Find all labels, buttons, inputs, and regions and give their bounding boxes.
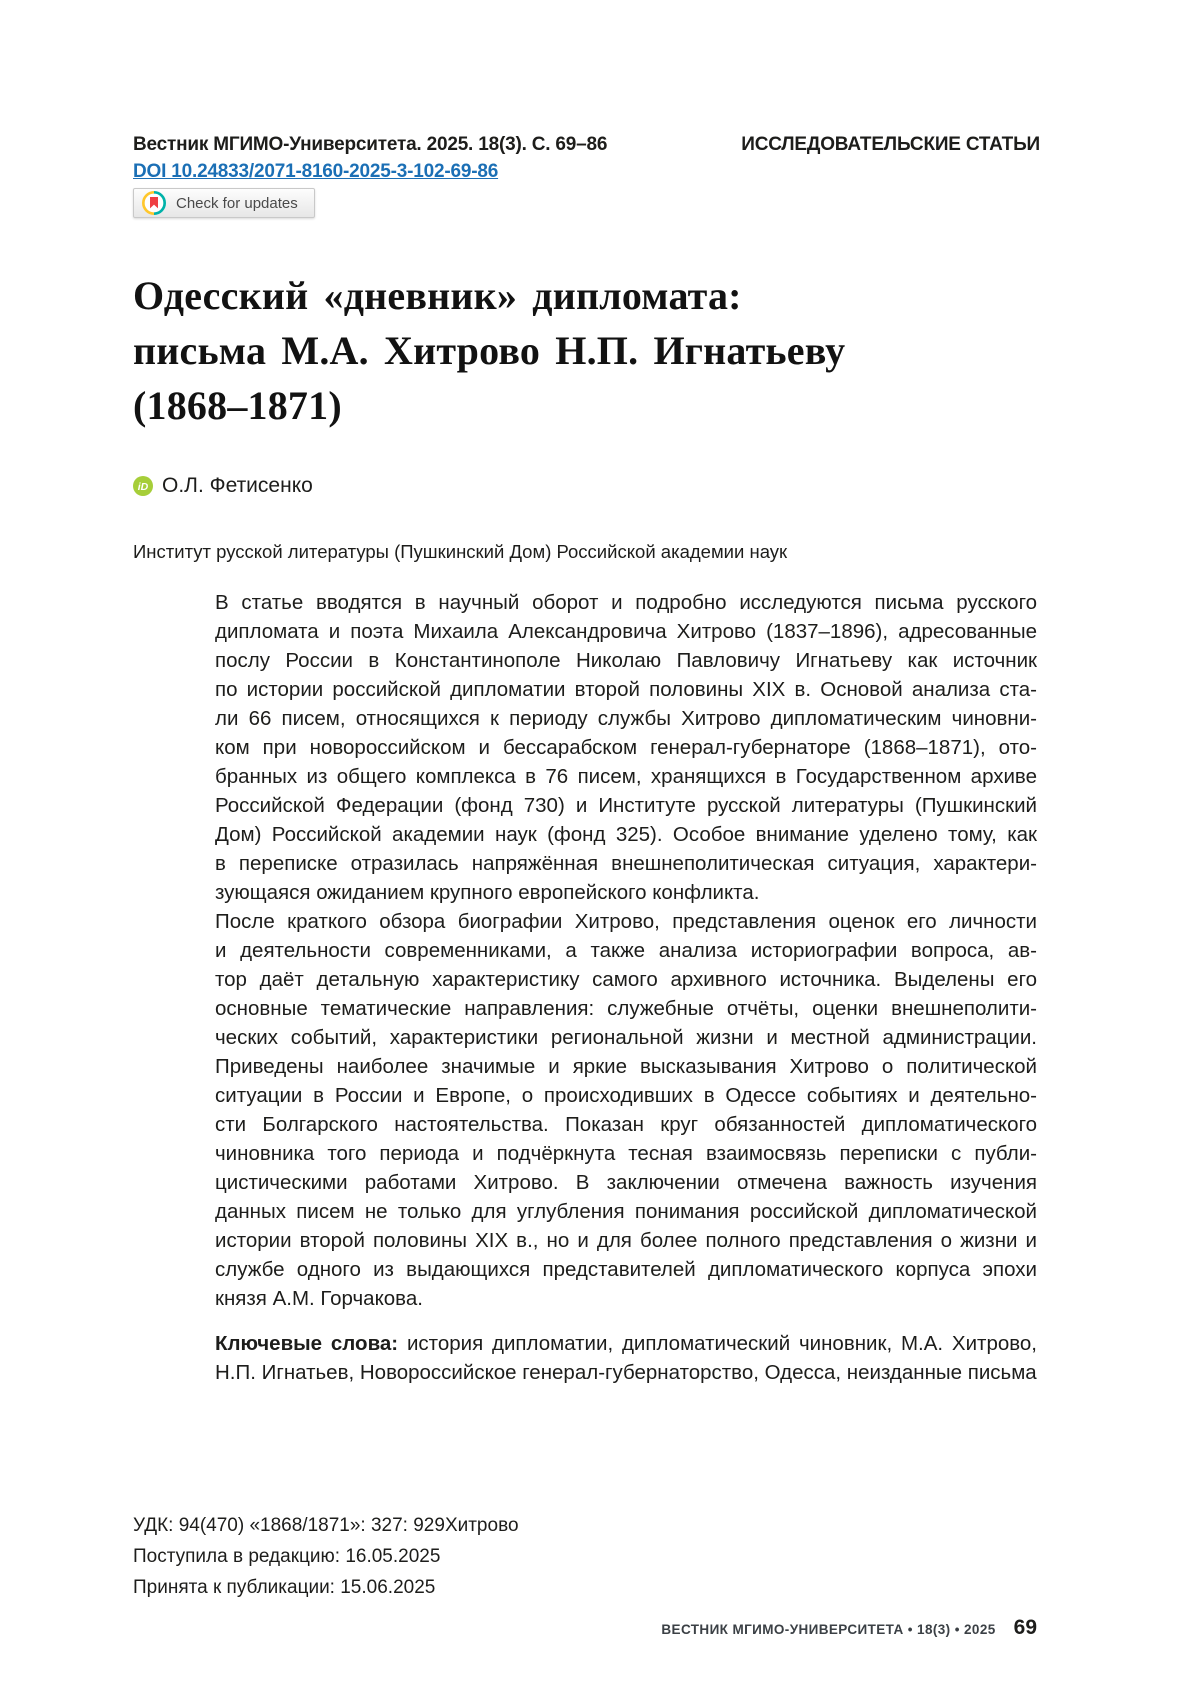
title-line-1: Одесский «дневник» дипломата: <box>133 273 742 318</box>
text-line: Приведены наиболее значимые и яркие высказывания Хитрово о политической <box>215 1055 1037 1078</box>
doi-link[interactable]: DOI 10.24833/2071-8160-2025-3-102-69-86 <box>133 161 499 182</box>
author-affiliation: Институт русской литературы (Пушкинский Дом) Российской академии наук <box>133 541 788 562</box>
text-line: Дом) Российской академии наук (фонд 325). Особое внимание уделено тому, как <box>215 823 1037 846</box>
text-line: ческих событий, характеристики региональной жизни и местной администрации. <box>215 1026 1037 1049</box>
received-line: Поступила в редакцию: 16.05.2025 <box>133 1546 441 1567</box>
accepted-line: Принята к публикации: 15.06.2025 <box>133 1577 436 1598</box>
text-line: ли 66 писем, относящихся к периоду службы Хитрово дипломатическим чиновни- <box>215 707 1037 730</box>
text-line: князя А.М. Горчакова. <box>215 1287 423 1310</box>
keywords-line-1 <box>215 1329 1037 1358</box>
keywords-block <box>215 1329 1037 1387</box>
text-line: по истории российской дипломатии второй половины XIX в. Основой анализа ста- <box>215 678 1037 701</box>
keywords-label: Ключевые слова: <box>215 1332 399 1355</box>
check-for-updates-label: Check for updates <box>176 194 298 212</box>
page-footer <box>133 1616 1037 1640</box>
keywords-line-2: Н.П. Игнатьев, Новороссийское генерал-губернаторство, Одесса, неизданные письма <box>215 1361 1037 1384</box>
svg-text:iD: iD <box>137 481 149 493</box>
text-line: зующаяся ожиданием крупного европейского конфликта. <box>215 881 760 904</box>
doi-row <box>133 161 498 183</box>
text-line: послу России в Константинополе Николаю Павловичу Игнатьеву как источник <box>215 649 1037 672</box>
text-line: службе одного из выдающихся представителей дипломатического корпуса эпохи <box>215 1258 1037 1281</box>
text-line: сти Болгарского настоятельства. Показан круг обязанностей дипломатического <box>215 1113 1037 1136</box>
title-line-2: письма М.А. Хитрово Н.П. Игнатьеву <box>133 328 846 373</box>
text-line: дипломата и поэта Михаила Александровича Хитрово (1837–1896), адресованные <box>215 620 1037 643</box>
udc-line: УДК: 94(470) «1868/1871»: 327: 929Хитрово <box>133 1515 519 1536</box>
text-line: Российской Федерации (фонд 730) и Институте русской литературы (Пушкинский <box>215 794 1037 817</box>
text-line: В статье вводятся в научный оборот и подробно исследуются письма русского <box>215 591 1037 614</box>
text-line: чиновника того периода и подчёркнута тесная взаимосвязь переписки с публи- <box>215 1142 1037 1165</box>
author-name: О.Л. Фетисенко <box>162 474 313 497</box>
orcid-icon[interactable] <box>133 476 153 496</box>
text-line: и деятельности современниками, а также анализа историографии вопроса, ав- <box>215 939 1037 962</box>
crossmark-icon <box>142 191 166 215</box>
abstract-block <box>215 588 1037 1387</box>
text-line: тор даёт детальную характеристику самого архивного источника. Выделены его <box>215 968 1037 991</box>
article-meta <box>133 1510 519 1603</box>
author-row <box>133 474 313 498</box>
page-header <box>133 134 1040 156</box>
abstract-paragraph-2 <box>215 907 1037 1313</box>
footer-page-number: 69 <box>1013 1616 1037 1639</box>
article-title <box>133 268 1040 433</box>
check-for-updates-button[interactable] <box>133 188 315 218</box>
text-line: цистическими работами Хитрово. В заключении отмечена важность изучения <box>215 1171 1037 1194</box>
text-line: в переписке отразилась напряжённая внешнеполитическая ситуация, характери- <box>215 852 1037 875</box>
text-line: основные тематические направления: служебные отчёты, оценки внешнеполити- <box>215 997 1037 1020</box>
text-line: данных писем не только для углубления понимания российской дипломатической <box>215 1200 1037 1223</box>
title-line-3: (1868–1871) <box>133 383 342 428</box>
text-line: истории второй половины XIX в., но и для более полного представления о жизни и <box>215 1229 1037 1252</box>
journal-reference: Вестник МГИМО-Университета. 2025. 18(3). С. 69–86 <box>133 134 608 155</box>
keywords-text-1: история дипломатии, дипломатический чиновник, М.А. Хитрово, <box>406 1332 1038 1355</box>
text-line: ситуации в России и Европе, о происходивших в Одессе событиях и деятельно- <box>215 1084 1037 1107</box>
text-line: бранных из общего комплекса в 76 писем, хранящихся в Государственном архиве <box>215 765 1037 788</box>
text-line: После краткого обзора биографии Хитрово, представления оценок его личности <box>215 910 1037 933</box>
section-label: ИССЛЕДОВАТЕЛЬСКИЕ СТАТЬИ <box>741 134 1040 155</box>
text-line: ком при новороссийском и бессарабском генерал-губернаторе (1868–1871), ото- <box>215 736 1037 759</box>
footer-journal-line: ВЕСТНИК МГИМО-УНИВЕРСИТЕТА • 18(3) • 2025 <box>661 1622 996 1637</box>
abstract-paragraph-1 <box>215 588 1037 907</box>
